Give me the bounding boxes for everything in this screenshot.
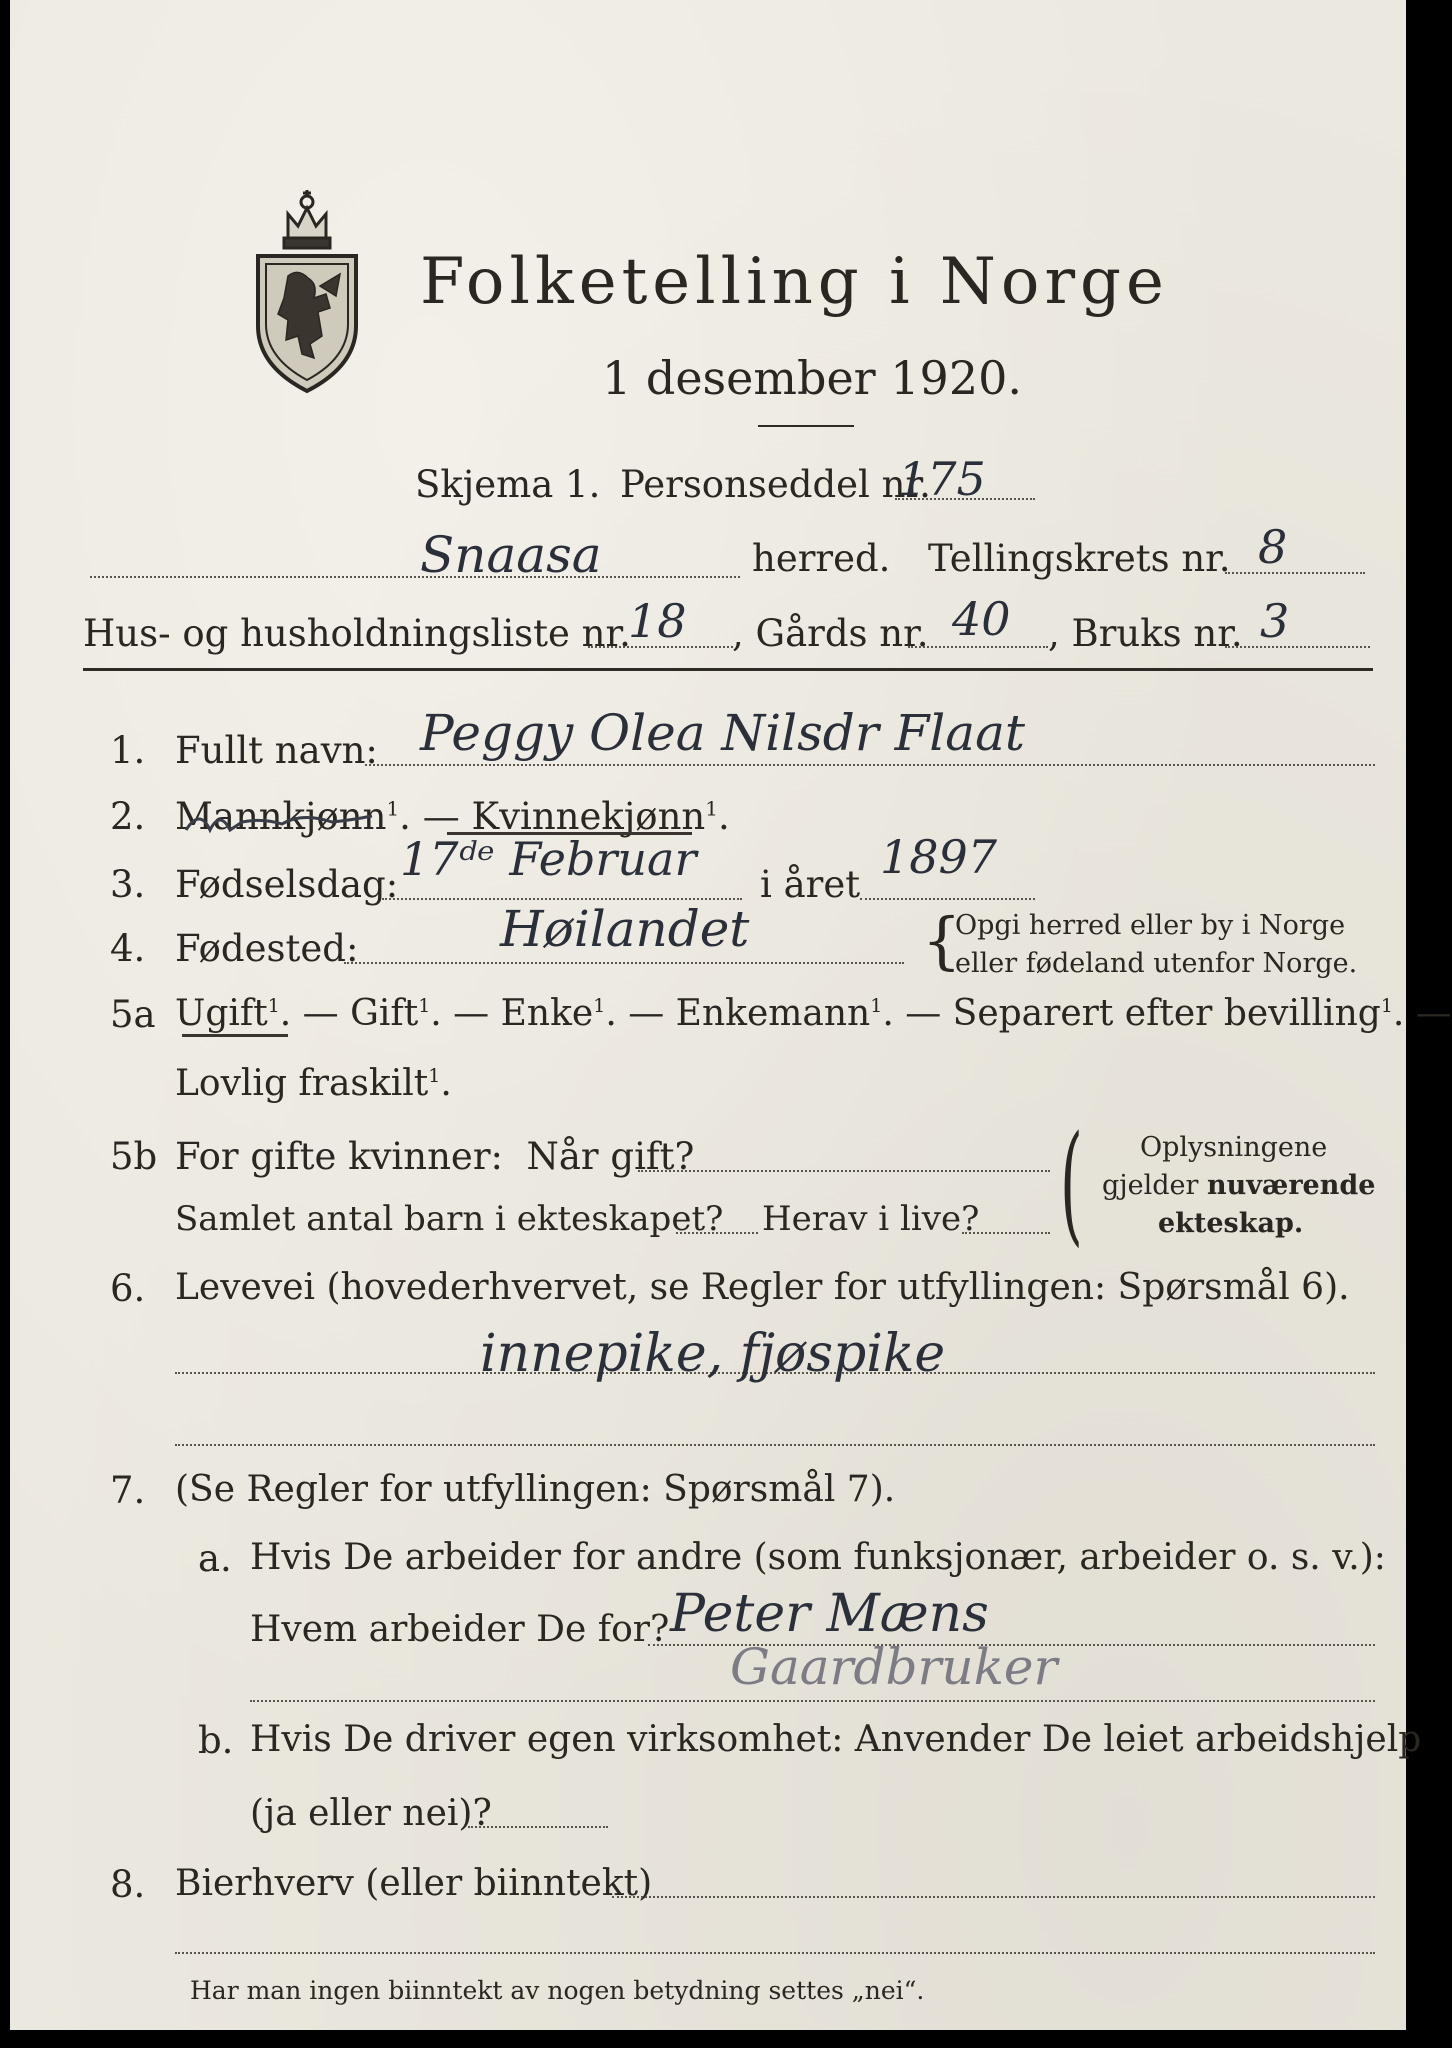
bruks-label: , Bruks nr.	[1048, 612, 1243, 655]
q2-sep: . —	[399, 795, 472, 838]
q4-value[interactable]: Høilandet	[500, 900, 750, 958]
q5b-alive-line	[962, 1232, 1050, 1234]
q2-male-option[interactable]: Mannkjønn	[175, 795, 387, 838]
q7b-question: (ja eller nei)?	[250, 1793, 492, 1834]
q5a-sup-2: 1	[418, 995, 431, 1017]
q4-note-line2: eller fødeland utenfor Norge.	[955, 948, 1358, 979]
q5b-alive-label: Herav i live?	[762, 1199, 980, 1239]
schema-label: Skjema 1.	[415, 463, 601, 506]
q5b-number: 5b	[110, 1135, 158, 1178]
tellingskrets-line	[1225, 572, 1365, 574]
q3-label: Fødselsdag:	[175, 863, 399, 906]
q5a-dash-3: . —	[605, 993, 676, 1034]
q2-number: 2.	[110, 795, 146, 838]
q3-year-label: i året	[760, 863, 861, 906]
gards-value[interactable]: 40	[952, 592, 1011, 646]
q2-male-sup: 1	[386, 796, 400, 821]
q5b-when-label: For gifte kvinner: Når gift?	[175, 1135, 695, 1178]
q5b-when-line	[638, 1170, 1050, 1172]
q4-note-line1: Opgi herred eller by i Norge	[955, 910, 1346, 941]
q4-label: Fødested:	[175, 927, 359, 970]
q5a-number: 5a	[110, 993, 156, 1036]
gards-label: , Gårds nr.	[732, 612, 929, 655]
bruks-value[interactable]: 3	[1260, 594, 1290, 648]
personseddel-value[interactable]: 175	[898, 452, 986, 506]
q5a-fraskilt-option[interactable]: Lovlig fraskilt	[175, 1063, 429, 1104]
q5a-gift-option[interactable]: Gift	[350, 993, 419, 1034]
census-form	[10, 0, 1452, 2030]
q7a-line-2	[250, 1700, 1375, 1702]
personseddel-label: Personseddel nr.	[620, 463, 931, 506]
q5b-note-line2	[1102, 1168, 1375, 1204]
q5a-fraskilt-row	[175, 1063, 452, 1104]
q7b-label: Hvis De driver egen virksomhet: Anvender De leiet arbeidshjelp	[250, 1719, 1422, 1760]
bruks-line	[1225, 646, 1370, 648]
q7a-label: Hvis De arbeider for andre (som funksjonær, arbeider o. s. v.):	[250, 1537, 1386, 1578]
herred-label: herred.	[752, 537, 891, 580]
q7a-number: a.	[198, 1537, 232, 1580]
q5a-ugift-option[interactable]: Ugift	[175, 993, 268, 1034]
gards-line	[908, 646, 1048, 648]
q7a-value-2[interactable]: Gaardbruker	[730, 1638, 1058, 1696]
household-list-value[interactable]: 18	[628, 594, 687, 648]
q5b-note-line1: Oplysningene	[1140, 1132, 1328, 1163]
form-title: Folketelling i Norge	[420, 245, 1169, 319]
q6-line-2	[175, 1444, 1375, 1446]
q5b-note-nuvaerende: nuværende	[1207, 1170, 1376, 1201]
q8-label: Bierhverv (eller biinntekt)	[175, 1863, 653, 1904]
q3-day-value[interactable]: 17ᵈᵉ Februar	[400, 832, 697, 886]
herred-value[interactable]: Snaasa	[420, 526, 602, 584]
q5a-options	[175, 993, 1452, 1034]
q6-value[interactable]: innepike, fjøspike	[480, 1324, 946, 1384]
q5a-ugift-mark	[182, 1034, 288, 1037]
q1-label: Fullt navn:	[175, 729, 378, 772]
q6-label: Levevei (hovederhvervet, se Regler for utfyllingen: Spørsmål 6).	[175, 1267, 1350, 1308]
q5b-note-gjelder: gjelder	[1102, 1170, 1199, 1201]
q4-line	[344, 962, 904, 964]
q7b-number: b.	[198, 1719, 234, 1762]
q8-line-1	[612, 1896, 1375, 1898]
q2-strike-scribble	[182, 800, 382, 840]
q1-line	[365, 764, 1375, 766]
q6-number: 6.	[110, 1267, 146, 1310]
q5a-dash-2: . —	[430, 993, 501, 1034]
q5a-sup-4: 1	[870, 995, 883, 1017]
q2-female-option[interactable]: Kvinnekjønn	[471, 795, 706, 838]
q4-brace: {	[922, 904, 962, 977]
q7b-line	[468, 1826, 608, 1828]
q5a-separert-option[interactable]: Separert efter bevilling	[952, 993, 1381, 1034]
q5a-end: .	[440, 1063, 452, 1104]
household-list-label: Hus- og husholdningsliste nr.	[83, 612, 631, 655]
q5a-dash-1: . —	[279, 993, 351, 1034]
q7a-value[interactable]: Peter Mæns	[670, 1584, 989, 1644]
tellingskrets-value[interactable]: 8	[1258, 520, 1288, 574]
tellingskrets-label: Tellingskrets nr.	[928, 537, 1231, 580]
q5a-dash-5: . —	[1392, 993, 1452, 1034]
q5a-dash-4: . —	[882, 993, 953, 1034]
q1-number: 1.	[110, 729, 146, 772]
census-date: 1 desember 1920.	[602, 351, 1022, 405]
q3-number: 3.	[110, 863, 146, 906]
q4-number: 4.	[110, 927, 146, 970]
q7a-question: Hvem arbeider De for?	[250, 1609, 670, 1650]
q5a-sup-5: 1	[1380, 995, 1393, 1017]
q5b-note-line3: ekteskap.	[1158, 1208, 1304, 1239]
q5b-children-line	[676, 1232, 758, 1234]
q8-line-2	[175, 1952, 1375, 1954]
norway-coat-of-arms-icon	[248, 186, 366, 398]
q7-label: (Se Regler for utfyllingen: Spørsmål 7).	[175, 1469, 896, 1510]
footer-note: Har man ingen biinntekt av nogen betydning settes „nei“.	[190, 1976, 925, 2005]
q5a-enke-option[interactable]: Enke	[500, 993, 594, 1034]
q5b-brace: (	[1060, 1107, 1083, 1259]
header-divider	[83, 668, 1373, 671]
q1-value[interactable]: Peggy Olea Nilsdr Flaat	[420, 704, 1026, 762]
q3-year-line	[860, 898, 1035, 900]
q3-year-value[interactable]: 1897	[880, 830, 998, 884]
q2-female-sup: 1	[705, 796, 718, 821]
q7-number: 7.	[110, 1469, 146, 1512]
q8-number: 8.	[110, 1863, 146, 1906]
q5a-enkemann-option[interactable]: Enkemann	[675, 993, 871, 1034]
q2-end: .	[717, 795, 730, 838]
q5a-sup-1: 1	[267, 995, 280, 1017]
title-divider	[758, 425, 854, 427]
herred-line	[90, 576, 740, 578]
q5a-sup-3: 1	[593, 995, 606, 1017]
q5a-sup-6: 1	[428, 1065, 441, 1087]
q5b-children-label: Samlet antal barn i ekteskapet?	[175, 1199, 724, 1239]
